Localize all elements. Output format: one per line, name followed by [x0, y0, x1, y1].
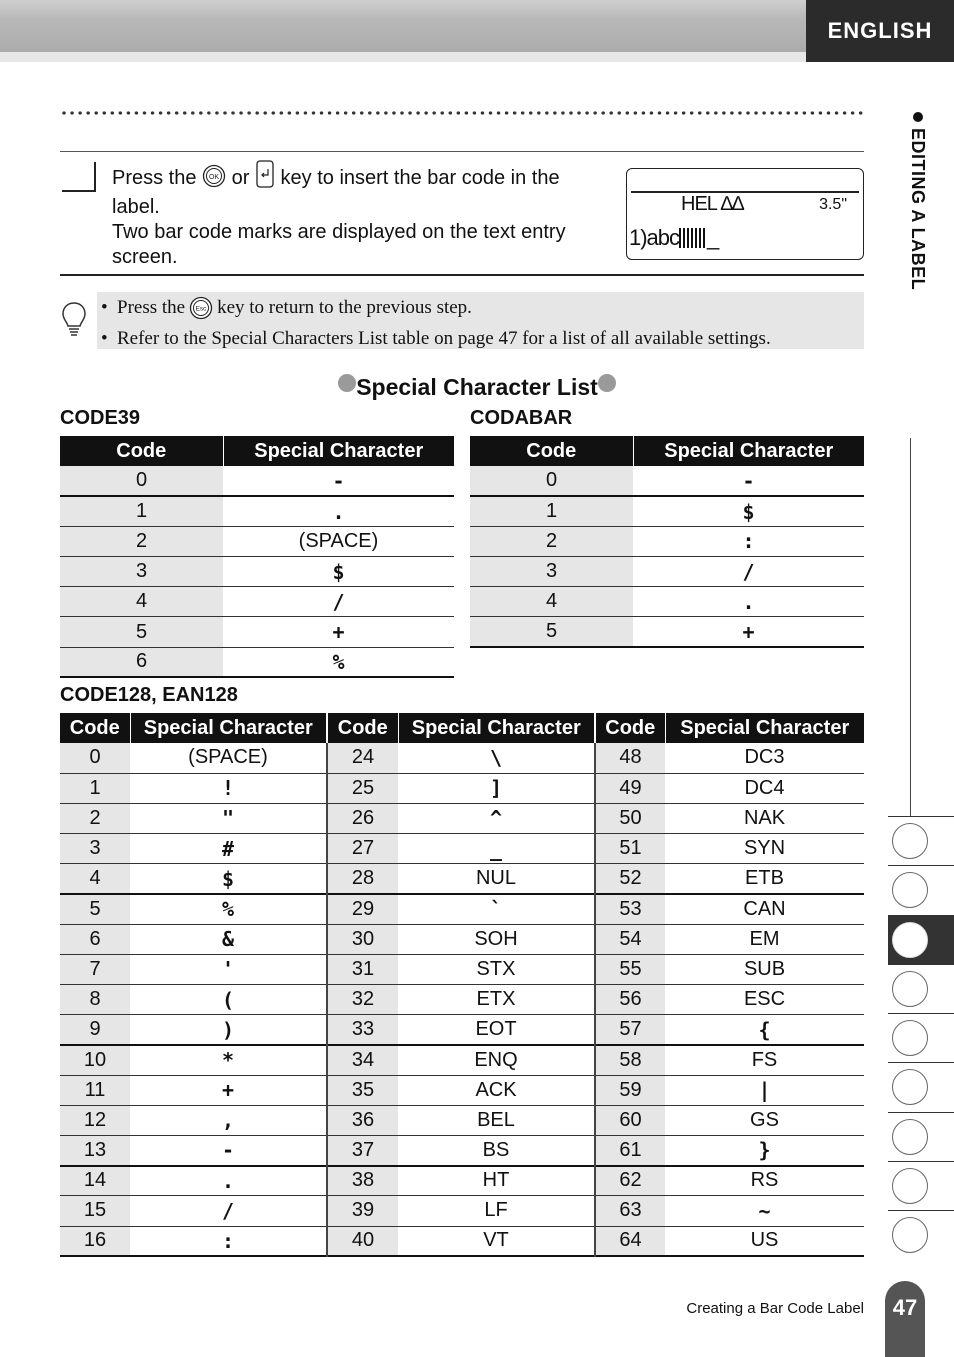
chapter-tab-1[interactable]: [888, 816, 954, 865]
note-box: [97, 292, 864, 349]
code-cell: 48: [595, 743, 665, 773]
special-character-cell: -: [130, 1135, 327, 1165]
code-cell: 13: [60, 1135, 130, 1165]
step-text-line: screen.: [112, 246, 178, 268]
code-cell: 5: [60, 617, 223, 647]
step-panel: [60, 151, 864, 276]
code128-label: CODE128, EAN128: [60, 684, 238, 706]
code-cell: 51: [595, 834, 665, 864]
special-character-cell: }: [665, 1135, 864, 1165]
special-character-cell: NAK: [665, 803, 864, 833]
special-character-cell: &: [130, 924, 327, 954]
code-cell: 6: [60, 647, 223, 677]
chapter-tab-3[interactable]: [888, 915, 954, 964]
code-cell: 8: [60, 985, 130, 1015]
footer-caption: Creating a Bar Code Label: [686, 1300, 864, 1317]
svg-text:Esc: Esc: [195, 305, 207, 313]
special-character-cell: ]: [398, 773, 595, 803]
codabar-table: [470, 436, 864, 648]
table-row: [60, 496, 454, 526]
special-character-cell: ETX: [398, 985, 595, 1015]
table-row: [60, 466, 454, 496]
special-character-cell: LF: [398, 1196, 595, 1226]
table-row: [470, 466, 864, 496]
lcd-display: [626, 168, 864, 260]
special-character-cell: VT: [398, 1226, 595, 1256]
ok-key-icon: [202, 164, 226, 195]
chapter-tab-6[interactable]: [888, 1062, 954, 1111]
special-character-cell: RS: [665, 1166, 864, 1196]
special-character-cell: ESC: [665, 985, 864, 1015]
special-character-cell: $: [223, 557, 454, 587]
special-character-cell: FS: [665, 1045, 864, 1075]
special-character-cell: ETB: [665, 864, 864, 894]
dotted-divider: [60, 110, 865, 116]
code-cell: 58: [595, 1045, 665, 1075]
chapter-tab-5[interactable]: [888, 1013, 954, 1062]
table-row: [60, 1015, 864, 1045]
column-header: Code: [60, 436, 223, 466]
special-character-cell: SOH: [398, 924, 595, 954]
section-title-text: Special Character List: [356, 374, 598, 400]
special-character-cell: HT: [398, 1166, 595, 1196]
code-cell: 34: [327, 1045, 398, 1075]
table-row: [60, 1166, 864, 1196]
code-cell: 52: [595, 864, 665, 894]
table-row: [470, 587, 864, 617]
step-text-part: key to insert the bar code in the: [280, 167, 560, 189]
code39-table: [60, 436, 454, 678]
special-character-cell: BEL: [398, 1105, 595, 1135]
step-text-line: label.: [112, 196, 160, 218]
code-cell: 35: [327, 1075, 398, 1105]
special-character-cell: DC4: [665, 773, 864, 803]
table-row: [470, 526, 864, 556]
special-character-cell: /: [633, 557, 864, 587]
code-cell: 4: [60, 587, 223, 617]
special-character-cell: SYN: [665, 834, 864, 864]
special-character-cell: +: [130, 1075, 327, 1105]
code-cell: 39: [327, 1196, 398, 1226]
step-text: [112, 160, 612, 270]
table-row: [60, 924, 864, 954]
chapter-tab-7[interactable]: [888, 1112, 954, 1161]
special-character-cell: ): [130, 1015, 327, 1045]
enter-key-icon: [255, 160, 275, 195]
tab-circle-icon: [892, 823, 928, 859]
code-cell: 57: [595, 1015, 665, 1045]
step-text-part: Press the: [112, 167, 197, 189]
column-header: Code: [327, 713, 398, 743]
code-cell: 4: [60, 864, 130, 894]
code-cell: 50: [595, 803, 665, 833]
special-character-cell: !: [130, 773, 327, 803]
table-row: [60, 1135, 864, 1165]
special-character-cell: CAN: [665, 894, 864, 924]
code-cell: 28: [327, 864, 398, 894]
code-cell: 55: [595, 954, 665, 984]
table-row: [60, 985, 864, 1015]
language-label: ENGLISH: [806, 0, 954, 62]
note-item: • Refer to the Special Characters List table on page 47 for a list of all available settings.: [101, 328, 771, 349]
step-text-part: or: [231, 167, 250, 189]
special-character-cell: #: [130, 834, 327, 864]
special-character-cell: ~: [665, 1196, 864, 1226]
tab-circle-icon: [892, 971, 928, 1007]
note-item: • Press the Esc key to return to the previous step.: [101, 296, 864, 327]
column-header: Special Character: [633, 436, 864, 466]
svg-text:OK: OK: [208, 174, 220, 181]
special-character-cell: ,: [130, 1105, 327, 1135]
code-cell: 0: [470, 466, 633, 496]
special-character-cell: ': [130, 954, 327, 984]
special-character-cell: ^: [398, 803, 595, 833]
bullet-dot-icon: [913, 112, 923, 122]
table-row: [60, 954, 864, 984]
table-row: [60, 773, 864, 803]
table-row: [60, 647, 454, 677]
special-character-cell: %: [130, 894, 327, 924]
column-header: Code: [595, 713, 665, 743]
special-character-cell: .: [223, 496, 454, 526]
table-row: [60, 587, 454, 617]
special-character-cell: :: [633, 526, 864, 556]
table-row: [60, 617, 454, 647]
table-row: [470, 617, 864, 647]
special-character-cell: EM: [665, 924, 864, 954]
special-character-cell: $: [130, 864, 327, 894]
code-cell: 56: [595, 985, 665, 1015]
special-character-cell: -: [223, 466, 454, 496]
tab-circle-icon: [892, 872, 928, 908]
bullet-ball-icon: [338, 374, 356, 392]
table-row: [60, 864, 864, 894]
chapter-tab-8[interactable]: [888, 1161, 954, 1210]
code-cell: 12: [60, 1105, 130, 1135]
table-row: [60, 743, 864, 773]
codabar-label: CODABAR: [470, 407, 573, 429]
barcode-mark-icon: [679, 228, 707, 248]
special-character-cell: _: [398, 834, 595, 864]
code-cell: 25: [327, 773, 398, 803]
code-cell: 0: [60, 743, 130, 773]
code-cell: 36: [327, 1105, 398, 1135]
special-character-cell: US: [665, 1226, 864, 1256]
code-cell: 11: [60, 1075, 130, 1105]
code-cell: 64: [595, 1226, 665, 1256]
lcd-line-2: [629, 225, 718, 251]
code-cell: 30: [327, 924, 398, 954]
code-cell: 3: [470, 557, 633, 587]
code-cell: 40: [327, 1226, 398, 1256]
special-character-cell: *: [130, 1045, 327, 1075]
special-character-cell: ACK: [398, 1075, 595, 1105]
code-cell: 24: [327, 743, 398, 773]
code-cell: 27: [327, 834, 398, 864]
lcd-text: 1)abc: [629, 225, 680, 250]
lcd-line-1: HEL ∆∆: [681, 193, 744, 215]
code-cell: 5: [60, 894, 130, 924]
code-cell: 26: [327, 803, 398, 833]
tab-circle-icon: [892, 922, 928, 958]
special-character-cell: ": [130, 803, 327, 833]
special-character-cell: (SPACE): [223, 526, 454, 556]
special-character-cell: /: [130, 1196, 327, 1226]
table-row: [60, 1075, 864, 1105]
code-cell: 1: [60, 773, 130, 803]
table-row: [60, 894, 864, 924]
code-cell: 0: [60, 466, 223, 496]
table-row: [470, 496, 864, 526]
code-cell: 2: [470, 526, 633, 556]
code-cell: 59: [595, 1075, 665, 1105]
code-cell: 54: [595, 924, 665, 954]
side-rule: [910, 438, 911, 816]
table-row: [470, 557, 864, 587]
special-character-cell: +: [223, 617, 454, 647]
special-character-cell: `: [398, 894, 595, 924]
column-header: Special Character: [130, 713, 327, 743]
lightbulb-icon: [60, 300, 88, 345]
code-cell: 15: [60, 1196, 130, 1226]
special-character-cell: +: [633, 617, 864, 647]
code-cell: 4: [470, 587, 633, 617]
tab-circle-icon: [892, 1119, 928, 1155]
special-character-cell: $: [633, 496, 864, 526]
code-cell: 2: [60, 526, 223, 556]
table-row: [60, 803, 864, 833]
note-text: key to return to the previous step.: [217, 297, 472, 318]
table-row: [60, 1105, 864, 1135]
column-header: Special Character: [223, 436, 454, 466]
tab-circle-icon: [892, 1168, 928, 1204]
code-cell: 10: [60, 1045, 130, 1075]
special-character-cell: NUL: [398, 864, 595, 894]
column-header: Code: [60, 713, 130, 743]
table-row: [60, 834, 864, 864]
table-row: [60, 526, 454, 556]
table-row: [60, 557, 454, 587]
chapter-tabs: [888, 816, 954, 1260]
code-cell: 38: [327, 1166, 398, 1196]
special-character-cell: .: [633, 587, 864, 617]
lcd-cursor: _: [707, 225, 719, 250]
special-character-cell: GS: [665, 1105, 864, 1135]
code-cell: 3: [60, 557, 223, 587]
special-character-cell: DC3: [665, 743, 864, 773]
code-cell: 9: [60, 1015, 130, 1045]
tab-circle-icon: [892, 1069, 928, 1105]
special-character-cell: %: [223, 647, 454, 677]
page-number: 47: [885, 1281, 925, 1357]
code-cell: 63: [595, 1196, 665, 1226]
code-cell: 61: [595, 1135, 665, 1165]
esc-key-icon: [189, 296, 213, 327]
step-text-line: Two bar code marks are displayed on the text entry: [112, 221, 566, 243]
column-header: Special Character: [665, 713, 864, 743]
code-cell: 16: [60, 1226, 130, 1256]
special-character-cell: ENQ: [398, 1045, 595, 1075]
code-cell: 53: [595, 894, 665, 924]
code39-label: CODE39: [60, 407, 141, 429]
special-character-cell: STX: [398, 954, 595, 984]
chapter-tab-9[interactable]: [888, 1210, 954, 1259]
table-row: [60, 1196, 864, 1226]
tab-circle-icon: [892, 1217, 928, 1253]
column-header: Special Character: [398, 713, 595, 743]
table-row: [60, 1045, 864, 1075]
code-cell: 29: [327, 894, 398, 924]
side-title-text: EDITING A LABEL: [908, 128, 928, 291]
code-cell: 62: [595, 1166, 665, 1196]
code-cell: 60: [595, 1105, 665, 1135]
special-character-cell: (: [130, 985, 327, 1015]
code-cell: 49: [595, 773, 665, 803]
code-cell: 5: [470, 617, 633, 647]
header-band: [0, 0, 806, 62]
special-character-cell: {: [665, 1015, 864, 1045]
table-row: [60, 1226, 864, 1256]
section-side-title: [907, 112, 928, 290]
code-cell: 32: [327, 985, 398, 1015]
note-text: Press the: [117, 297, 186, 318]
code-cell: 31: [327, 954, 398, 984]
code-cell: 14: [60, 1166, 130, 1196]
code-cell: 37: [327, 1135, 398, 1165]
code-cell: 6: [60, 924, 130, 954]
lcd-size: 3.5": [819, 196, 847, 213]
special-character-cell: /: [223, 587, 454, 617]
special-character-cell: .: [130, 1166, 327, 1196]
chapter-tab-4[interactable]: [888, 964, 954, 1013]
code-cell: 1: [470, 496, 633, 526]
special-character-cell: -: [633, 466, 864, 496]
special-character-cell: |: [665, 1075, 864, 1105]
code-cell: 7: [60, 954, 130, 984]
step-number-box: [62, 162, 96, 192]
special-character-cell: :: [130, 1226, 327, 1256]
code-cell: 33: [327, 1015, 398, 1045]
special-character-cell: BS: [398, 1135, 595, 1165]
special-character-cell: \: [398, 743, 595, 773]
special-character-cell: (SPACE): [130, 743, 327, 773]
note-text: Refer to the Special Characters List table on page 47 for a list of all available settings.: [117, 328, 771, 349]
tab-circle-icon: [892, 1020, 928, 1056]
code-cell: 2: [60, 803, 130, 833]
special-character-cell: EOT: [398, 1015, 595, 1045]
special-character-cell: SUB: [665, 954, 864, 984]
chapter-tab-2[interactable]: [888, 865, 954, 914]
bullet-ball-icon: [598, 374, 616, 392]
code-cell: 1: [60, 496, 223, 526]
code-cell: 3: [60, 834, 130, 864]
lcd-top-line: [631, 191, 859, 215]
code128-table: [60, 713, 864, 1257]
column-header: Code: [470, 436, 633, 466]
section-title: [0, 374, 954, 401]
